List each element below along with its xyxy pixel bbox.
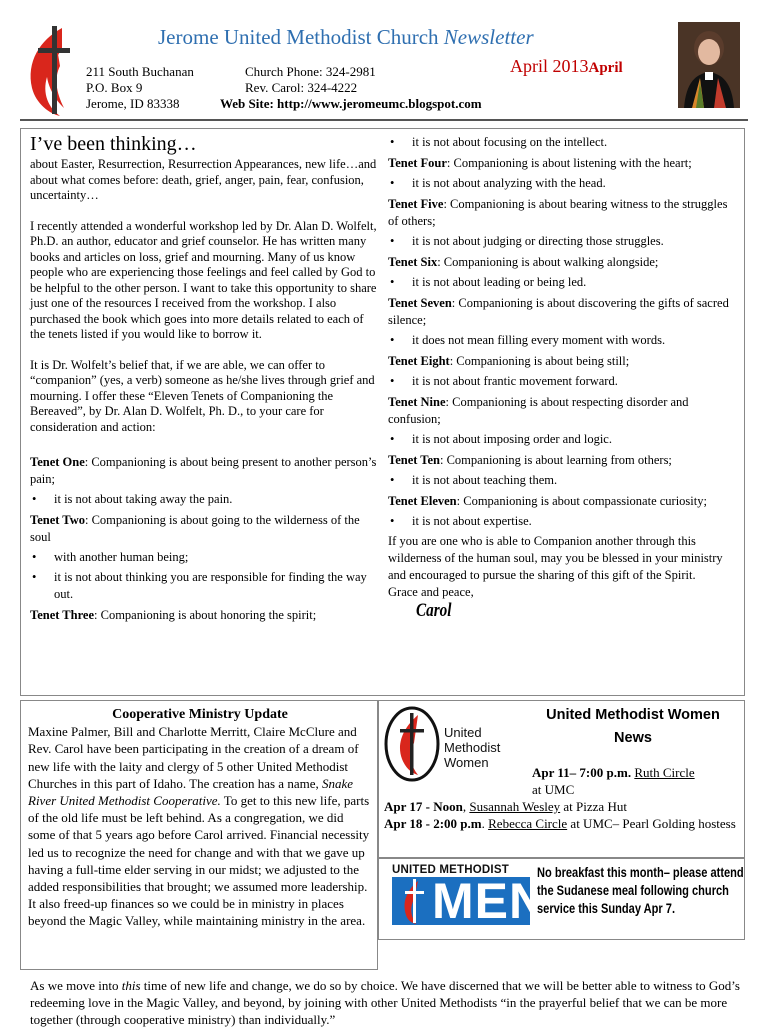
umw-logo-text: Women [444, 755, 489, 770]
bullet-text: it is not about thinking you are responsible for finding the way out. [54, 570, 367, 601]
tenet-text: : Companioning is about bearing witness to the struggles of others; [388, 197, 728, 228]
cross-and-flame-icon [22, 22, 80, 118]
tenet-label: Tenet Ten [388, 453, 440, 467]
bullet-item [388, 274, 736, 291]
bullet-item [30, 549, 378, 566]
bottom-text-italic: this [121, 978, 141, 993]
umc-logo [22, 22, 80, 118]
issue-date [510, 56, 623, 77]
bullet-icon: • [390, 374, 395, 388]
coop-ministry-title: Cooperative Ministry Update [112, 707, 288, 722]
bullet-icon: • [390, 473, 395, 487]
umm-cross-flame-icon [396, 877, 434, 925]
tenet-label: Tenet Five [388, 197, 444, 211]
cooperative-continuation [30, 977, 740, 1028]
thinking-intro: about Easter, Resurrection, Resurrection Appearances, new life…and about what comes before: death, grief, anger, pain, fear, confusion, uncertainty… [30, 157, 377, 202]
event-location: at UMC [532, 782, 575, 797]
bullet-text: it is not about leading or being led. [412, 275, 587, 289]
bullet-item [388, 431, 736, 448]
newsletter-word: Newsletter [443, 25, 534, 49]
umw-event-3: Apr 18 - 2:00 p.m. Rebecca Circle at UMC– Pearl Golding hostess [384, 816, 736, 831]
umw-event-2: Apr 17 - Noon, Susannah Wesley at Pizza Hut [384, 799, 627, 814]
bottom-text: As we move into [30, 978, 122, 993]
umw-events [384, 798, 739, 832]
tenet-text: : Companioning is about being present to another person’s pain; [30, 455, 377, 486]
bullet-text: it is not about focusing on the intellect. [412, 135, 608, 149]
umw-logo-text: United [444, 725, 482, 740]
bullet-item [30, 569, 378, 603]
tenet-three [30, 607, 378, 624]
tenet-text: : Companioning is about discovering the gifts of sacred silence; [388, 296, 729, 327]
umm-announcement [537, 864, 744, 918]
bottom-text: time of new life and change, we do so by choice. We have discerned that we will be better able to witness to God’s redeeming love in the Magic Valley, and beyond, by joining with other United Methodists “in the prayerful belief that we can be more together (through cooperative ministry) than individually.” [30, 978, 740, 1027]
tenet-label: Tenet One [30, 455, 85, 469]
umw-title [528, 704, 738, 750]
bullet-text: with another human being; [54, 550, 189, 564]
masthead-rule [20, 119, 748, 121]
thinking-paragraph: It is Dr. Wolfelt’s belief that, if we are able, we can offer to “companion” (yes, a verb) someone as he/she lives through grief and mourning. I offer these “Eleven Tenets of Companioning the Bereaved”, by Dr. Alan D. Wolfelt, Ph. D., to your care for consideration and action: [30, 357, 375, 434]
event-time: Apr 17 - Noon [384, 799, 463, 814]
address-line: 211 South Buchanan [86, 64, 194, 79]
portrait-icon [678, 22, 740, 108]
bullet-text: it is not about taking away the pain. [54, 492, 233, 506]
thinking-heading: I’ve been thinking… [30, 133, 197, 155]
bullet-icon: • [390, 135, 395, 149]
tenet-eleven [388, 493, 736, 510]
umm-line: the Sudanese meal following church [537, 883, 729, 898]
umw-cross-flame-icon [384, 705, 440, 783]
thinking-paragraph: I recently attended a wonderful workshop led by Dr. Alan D. Wolfelt, Ph.D. an author, educator and grief counselor. He has written many books and articles on loss, grief and mourning. Many of us know people who are experiencing those feelings and feel called by God to be helpful to the other person. I want to take this opportunity to share just one of the resources I received from the workshop. I also purchased the book which goes into more details related to each of the tenets listed if you would like to borrow it. [30, 218, 377, 341]
pastor-signature: Carol [416, 600, 452, 621]
event-circle[interactable]: Ruth Circle [634, 765, 695, 780]
bullet-icon: • [32, 550, 37, 564]
bullet-text: it is not about teaching them. [412, 473, 558, 487]
issue-date-text: April 2013 [510, 56, 589, 76]
tenet-two [30, 512, 378, 546]
event-location: at Pizza Hut [560, 799, 627, 814]
umm-line: No breakfast this month– please attend [537, 865, 744, 880]
bullet-icon: • [390, 176, 395, 190]
tenet-label: Tenet Two [30, 513, 85, 527]
bullet-text: it does not mean filling every moment with words. [412, 333, 666, 347]
tenet-label: Tenet Four [388, 156, 447, 170]
tenet-label: Tenet Eight [388, 354, 450, 368]
thinking-left-column [30, 133, 378, 624]
bullet-icon: • [390, 432, 395, 446]
event-circle[interactable]: Rebecca Circle [488, 816, 568, 831]
tenet-text: : Companioning is about compassionate curiosity; [456, 494, 707, 508]
umw-title-line: News [614, 730, 652, 746]
tenet-five [388, 196, 736, 230]
tenet-text: : Companioning is about respecting disorder and confusion; [388, 395, 689, 426]
church-phone: Church Phone: 324-2981 [245, 64, 376, 79]
bullet-text: it is not about imposing order and logic. [412, 432, 612, 446]
address-line: Jerome, ID 83338 [86, 96, 180, 111]
tenet-seven [388, 295, 736, 329]
website-link[interactable]: Web Site: http://www.jeromeumc.blogspot.com [220, 96, 482, 111]
bullet-item [388, 513, 736, 530]
bullet-item [388, 332, 736, 349]
tenet-label: Tenet Six [388, 255, 438, 269]
bullet-icon: • [32, 492, 37, 506]
tenet-one [30, 454, 378, 488]
bullet-icon: • [390, 275, 395, 289]
event-location: at UMC– Pearl Golding hostess [567, 816, 736, 831]
umm-logo-men: MEN [432, 873, 547, 929]
tenet-nine [388, 394, 736, 428]
bullet-item [388, 472, 736, 489]
umm-line: service this Sunday Apr 7. [537, 901, 676, 916]
address-line: P.O. Box 9 [86, 80, 143, 95]
tenet-ten [388, 452, 736, 469]
umw-logo-text: Methodist [444, 740, 501, 755]
bullet-icon: • [390, 514, 395, 528]
coop-text: Maxine Palmer, Bill and Charlotte Merritt, Claire McClure and Rev. Carol have been participating in the creation of a dream of new life with the laity and clergy of 5 other United Methodist Churches in this part of Idaho. The creation has a name, [28, 724, 359, 791]
bullet-item [388, 373, 736, 390]
pastor-photo [678, 22, 740, 108]
tenet-eight [388, 353, 736, 370]
bullet-icon: • [390, 234, 395, 248]
thinking-signoff: Grace and peace, [388, 585, 474, 599]
umw-logo [384, 705, 524, 783]
tenet-six [388, 254, 736, 271]
coop-ministry-content [28, 706, 372, 930]
contact-block [245, 64, 376, 96]
bullet-item [30, 491, 378, 508]
coop-name-italic: Snake River United Methodist Cooperative. [28, 775, 354, 809]
tenet-text: : Companioning is about being still; [449, 354, 630, 368]
bullet-item [388, 233, 736, 250]
bullet-text: it is not about expertise. [412, 514, 532, 528]
tenet-text: : Companioning is about learning from others; [440, 453, 672, 467]
address-block [86, 64, 194, 112]
tenet-text: : Companioning is about honoring the spirit; [94, 608, 317, 622]
tenet-text: : Companioning is about walking alongside; [437, 255, 659, 269]
newsletter-title [158, 25, 534, 50]
church-name: Jerome United Methodist Church [158, 25, 439, 49]
umm-logo-top: UNITED METHODIST [392, 864, 509, 876]
umw-title-line: United Methodist Women [546, 707, 720, 723]
umm-logo [392, 864, 547, 929]
bullet-item [388, 134, 736, 151]
tenet-four [388, 155, 736, 172]
thinking-right-column [388, 134, 736, 619]
bullet-text: it is not about judging or directing those struggles. [412, 234, 664, 248]
umm-logo-banner [392, 873, 547, 929]
tenet-label: Tenet Three [30, 608, 95, 622]
tenet-label: Tenet Eleven [388, 494, 457, 508]
bullet-icon: • [390, 333, 395, 347]
tenet-label: Tenet Nine [388, 395, 446, 409]
pastor-phone: Rev. Carol: 324-4222 [245, 80, 358, 95]
bullet-text: it is not about analyzing with the head. [412, 176, 606, 190]
tenet-label: Tenet Seven [388, 296, 452, 310]
event-circle[interactable]: Susannah Wesley [469, 799, 561, 814]
coop-text: To get to this new life, parts of the old life must be left behind. As a congregation, we did some of that 5 years ago before Carol arrived. Financial necessity led us to recognize the need for change and with that we gave up having a full-time elder serving in our midst; we adjusted to the added responsibilities that brought; we assumed more leadership. It also freed-up finances so we could be in ministry in places beyond the Magic Valley, while maintaining ministry in the area. [28, 793, 370, 929]
bullet-item [388, 175, 736, 192]
tenet-text: : Companioning is about going to the wilderness of the soul [30, 513, 360, 544]
thinking-closing: If you are one who is able to Companion another through this wilderness of the human soul, may you be blessed in your ministry and encouraged to pursue the sharing of this gift of the Spirit. [388, 534, 723, 582]
tenet-text: : Companioning is about listening with the heart; [446, 156, 692, 170]
bullet-icon: • [32, 570, 37, 584]
event-time: Apr 18 - 2:00 p.m [384, 816, 482, 831]
umw-event-1 [532, 764, 737, 798]
issue-date-suffix: April [588, 60, 623, 76]
bullet-text: it is not about frantic movement forward. [412, 374, 618, 388]
event-time: Apr 11– 7:00 p.m. [532, 765, 632, 780]
